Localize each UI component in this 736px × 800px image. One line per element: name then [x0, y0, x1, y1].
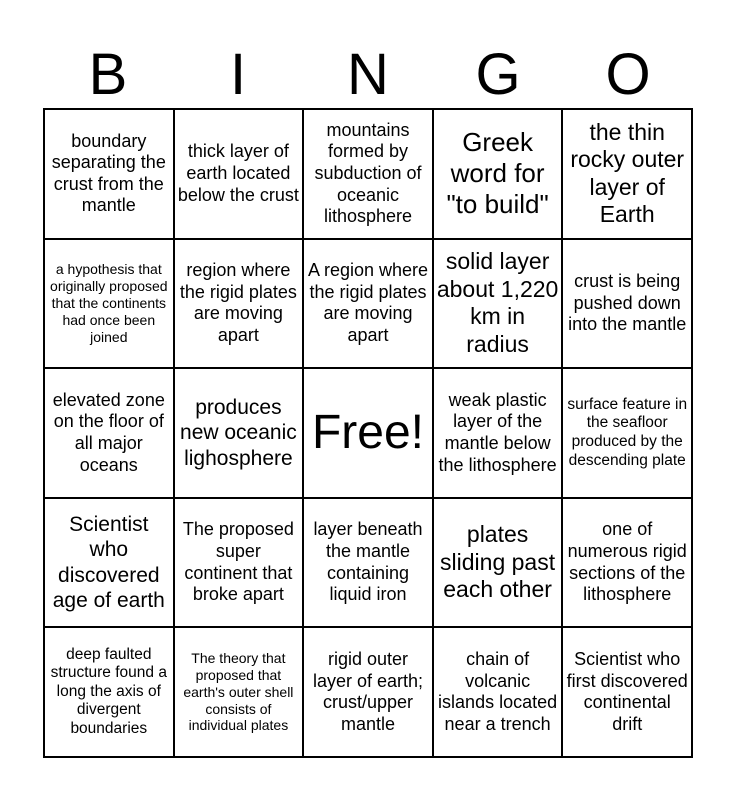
bingo-cell: The proposed super continent that broke apart: [174, 498, 304, 628]
bingo-grid: [43, 108, 693, 758]
bingo-header: [43, 40, 693, 110]
bingo-free-cell: Free!: [303, 368, 433, 498]
bingo-cell: layer beneath the mantle containing liquid iron: [303, 498, 433, 628]
header-letter-n: N: [347, 42, 389, 107]
bingo-cell: thick layer of earth located below the crust: [174, 109, 304, 239]
bingo-cell: elevated zone on the floor of all major oceans: [44, 368, 174, 498]
bingo-cell: surface feature in the seafloor produced by the descending plate: [562, 368, 692, 498]
bingo-cell: produces new oceanic lighosphere: [174, 368, 304, 498]
bingo-cell: A region where the rigid plates are moving apart: [303, 239, 433, 369]
bingo-cell: a hypothesis that originally proposed that the continents had once been joined: [44, 239, 174, 369]
bingo-cell: one of numerous rigid sections of the lithosphere: [562, 498, 692, 628]
header-letter-i: I: [229, 42, 247, 107]
bingo-cell: crust is being pushed down into the mantle: [562, 239, 692, 369]
bingo-cell: region where the rigid plates are moving apart: [174, 239, 304, 369]
bingo-cell: Scientist who discovered age of earth: [44, 498, 174, 628]
bingo-cell: plates sliding past each other: [433, 498, 563, 628]
header-letter-g: G: [475, 42, 521, 107]
bingo-cell: rigid outer layer of earth; crust/upper mantle: [303, 627, 433, 757]
header-letter-b: B: [88, 42, 128, 107]
bingo-cell: the thin rocky outer layer of Earth: [562, 109, 692, 239]
bingo-cell: Scientist who first discovered continental drift: [562, 627, 692, 757]
bingo-cell: The theory that proposed that earth's outer shell consists of individual plates: [174, 627, 304, 757]
bingo-cell: Greek word for "to build": [433, 109, 563, 239]
bingo-cell: chain of volcanic islands located near a trench: [433, 627, 563, 757]
bingo-cell: deep faulted structure found a long the axis of divergent boundaries: [44, 627, 174, 757]
bingo-cell: boundary separating the crust from the mantle: [44, 109, 174, 239]
bingo-cell: solid layer about 1,220 km in radius: [433, 239, 563, 369]
header-letter-o: O: [605, 42, 651, 107]
bingo-cell: weak plastic layer of the mantle below the lithosphere: [433, 368, 563, 498]
bingo-cell: mountains formed by subduction of oceanic lithosphere: [303, 109, 433, 239]
